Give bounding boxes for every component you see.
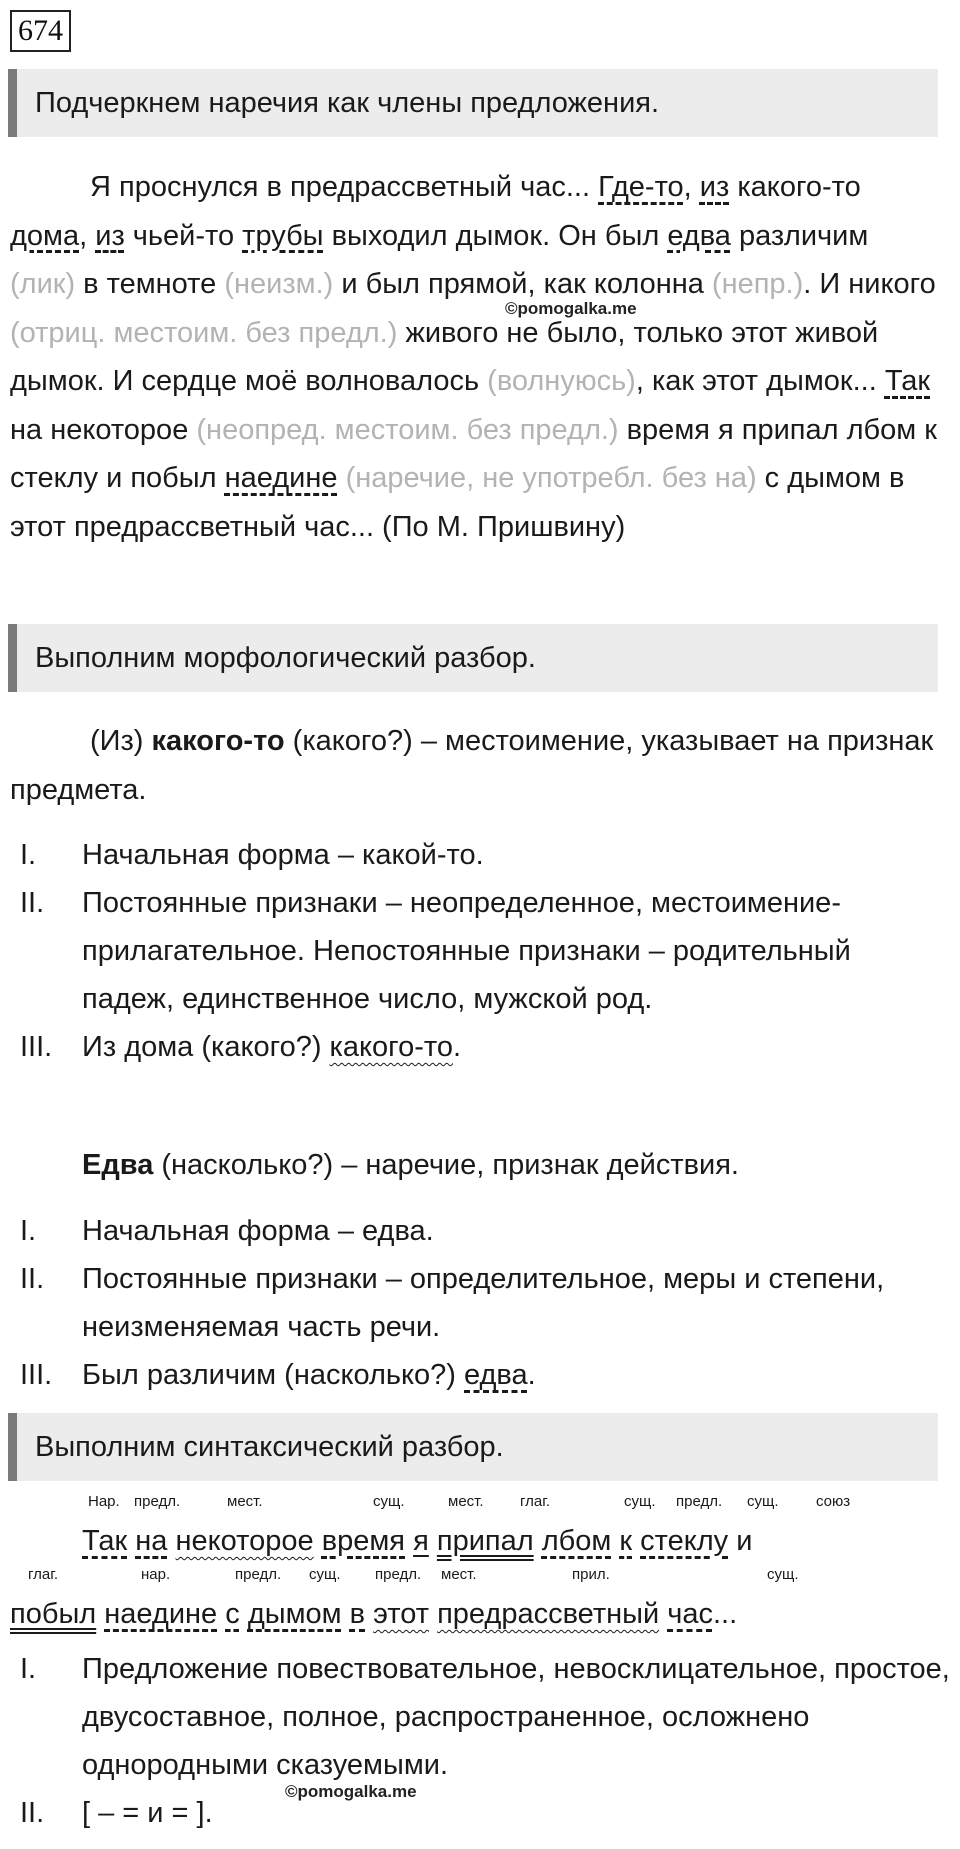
text-run: (какого?) – местоимение, указывает на признак предмета.	[10, 725, 934, 806]
list-item	[0, 1023, 950, 1071]
adverb-naedine: наедине	[224, 462, 338, 494]
word-adverbial: в	[349, 1598, 366, 1630]
section-title-syntax: Выполним синтаксический разбор.	[8, 1413, 938, 1481]
section-title-morphology: Выполним морфологический разбор.	[8, 624, 938, 692]
list-number: I.	[20, 1215, 37, 1247]
list-text: Постоянные признаки – неопределенное, местоимение-прилагательное. Непостоянные признаки – родительный падеж, единственное число, мужской род.	[82, 887, 851, 1015]
text-run: на некоторое	[10, 413, 197, 446]
list-number: I.	[20, 1653, 37, 1685]
text-run: и был прямой, как колонна	[333, 268, 712, 300]
hint: (лик)	[10, 268, 76, 300]
pos-tag: сущ.	[309, 1566, 341, 1583]
pos-tag: мест.	[227, 1493, 263, 1510]
morph-list-2	[0, 1207, 950, 1399]
text-run: живого не было, только этот живой дымок. И сердце моё волновалось	[10, 316, 879, 397]
text-run: ,	[683, 171, 700, 203]
syntax-line-2	[10, 1590, 940, 1639]
hint: (отриц. местоим. без предл.)	[10, 316, 398, 349]
word-iz: из	[95, 219, 125, 252]
hint: (наречие, не употребл. без на)	[345, 462, 757, 494]
text-run: , как этот дымок...	[635, 365, 885, 397]
list-number: II.	[20, 887, 45, 919]
list-number: III.	[20, 1031, 53, 1063]
word-attribute: этот	[373, 1598, 430, 1630]
list-text: Начальная форма – едва.	[82, 1215, 434, 1247]
hint: (неопред. местоим. без предл.)	[196, 413, 619, 446]
word-adverbial: Так	[82, 1525, 128, 1557]
watermark: ©pomogalka.me	[505, 299, 637, 318]
list-text: .	[527, 1359, 536, 1391]
text-run: различим	[730, 219, 869, 252]
pos-tag: мест.	[448, 1493, 484, 1510]
text-run: какого-то	[729, 171, 861, 203]
word-adverbial: время	[321, 1525, 406, 1557]
word-object: дымом	[247, 1598, 342, 1630]
underlined-word: едва	[464, 1359, 528, 1391]
hint: (непр.)	[711, 268, 804, 300]
pos-tag: Нар.	[88, 1493, 120, 1510]
word-bold: Едва	[82, 1149, 154, 1181]
word-bold: какого-то	[151, 725, 285, 757]
pos-tag: сущ.	[747, 1493, 779, 1510]
text-run: ,	[79, 219, 96, 252]
word-object: к	[619, 1525, 633, 1557]
list-text: Был различим (насколько?)	[82, 1359, 464, 1391]
morph-list-1	[0, 831, 950, 1071]
syntax-list	[0, 1645, 950, 1837]
list-number: III.	[20, 1359, 53, 1391]
word-predicate: припал	[436, 1525, 534, 1557]
word-adverbial: на	[135, 1525, 168, 1557]
pos-tag: глаг.	[28, 1566, 59, 1583]
hint: (неизм.)	[224, 268, 334, 300]
pos-tag: предл.	[676, 1493, 723, 1510]
list-item	[0, 831, 950, 879]
text-run: Я проснулся в предрассветный час...	[90, 171, 599, 203]
adverb-tak: Так	[884, 365, 931, 397]
pos-tag: предл.	[134, 1493, 181, 1510]
word-doma: дома	[10, 219, 80, 252]
text-run: время я припал лбом к стеклу и побыл	[10, 413, 937, 494]
text-run: выходил дымок. Он был	[323, 219, 668, 252]
list-number: I.	[20, 839, 37, 871]
word-subject: я	[413, 1525, 429, 1557]
pos-tag: нар.	[141, 1566, 171, 1583]
list-item	[0, 1789, 950, 1837]
text-run	[338, 462, 346, 494]
pos-tag: прил.	[572, 1566, 610, 1583]
word-attribute: предрассветный	[437, 1598, 660, 1630]
word-iz: из	[699, 171, 730, 203]
syntax-line-1	[82, 1517, 952, 1566]
pos-tag: сущ.	[767, 1566, 799, 1583]
adverb-edva: едва	[667, 219, 731, 252]
task-number: 674	[10, 10, 71, 52]
word-attribute: некоторое	[175, 1525, 314, 1557]
morph-intro-2	[82, 1141, 942, 1190]
word-object: лбом	[541, 1525, 612, 1557]
list-text: Из дома (какого?)	[82, 1031, 330, 1063]
word-truby: трубы	[242, 219, 324, 252]
pos-tag: предл.	[235, 1566, 282, 1583]
list-number: II.	[20, 1797, 45, 1829]
list-item	[0, 1207, 950, 1255]
pos-tag: мест.	[441, 1566, 477, 1583]
list-text: Предложение повествовательное, невосклицательное, простое, двусоставное, полное, распространенное, осложнено однородными сказуемыми.	[82, 1653, 950, 1781]
list-text: .	[452, 1031, 462, 1063]
list-item	[0, 1645, 950, 1789]
pos-tag: глаг.	[520, 1493, 551, 1510]
text-run: в темноте	[75, 268, 225, 300]
word-object: с	[225, 1598, 240, 1630]
word-object: стеклу	[640, 1525, 729, 1557]
word: и	[736, 1525, 753, 1557]
word-adverbial: наедине	[104, 1598, 218, 1630]
word-predicate: побыл	[10, 1598, 97, 1630]
text-run: . И никого	[803, 268, 936, 300]
section-title-underline: Подчеркнем наречия как члены предложения.	[8, 69, 938, 137]
pos-tag: сущ.	[624, 1493, 656, 1510]
hint: (волнуюсь)	[487, 365, 636, 397]
list-text: Постоянные признаки – определительное, меры и степени, неизменяемая часть речи.	[82, 1263, 885, 1343]
list-text: Начальная форма – какой-то.	[82, 839, 484, 871]
morph-intro-1	[10, 717, 940, 814]
watermark: ©pomogalka.me	[285, 1782, 417, 1801]
text-run: (насколько?) – наречие, признак действия.	[153, 1149, 739, 1181]
pos-tag: союз	[816, 1493, 851, 1510]
list-item	[0, 1351, 950, 1399]
pos-tag: предл.	[375, 1566, 422, 1583]
adverb-gde-to: Где-то	[598, 171, 684, 203]
text-run: с дымом в этот предрассветный час... (По М. Пришвину)	[10, 462, 905, 543]
text-run: чьей-то	[124, 219, 243, 252]
list-text: [ – = и = ].	[82, 1797, 213, 1829]
text-run: (Из)	[90, 725, 152, 757]
underlined-word: какого-то	[329, 1031, 453, 1063]
list-number: II.	[20, 1263, 45, 1295]
list-item	[0, 879, 950, 1023]
passage-text	[10, 163, 940, 551]
word-adverbial: час	[667, 1598, 713, 1630]
pos-tag: сущ.	[373, 1493, 405, 1510]
word: ...	[712, 1598, 738, 1630]
list-item	[0, 1255, 950, 1351]
